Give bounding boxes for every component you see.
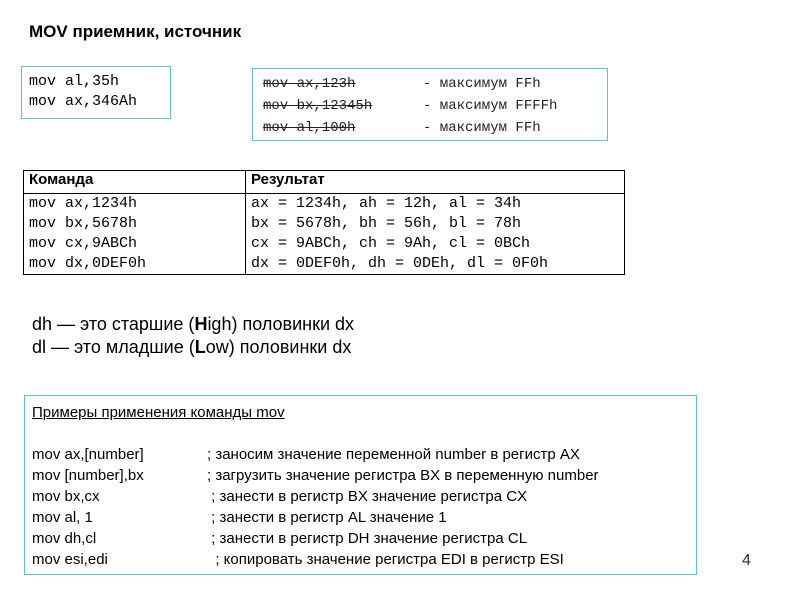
invalid-code: mov ax,123h: [263, 76, 356, 92]
example-row: [32, 549, 696, 570]
register-notes: [32, 313, 354, 359]
examples-header: Примеры применения команды mov: [32, 404, 285, 421]
invalid-examples-box: [252, 68, 608, 141]
invalid-note: - максимум FFh: [423, 76, 541, 92]
example-row: [32, 507, 696, 528]
code-line: mov al,35h: [29, 73, 120, 90]
example-comment: ; копировать значение регистра EDI в регистр ESI: [207, 551, 564, 568]
example-comment: ; занести в регистр BX значение регистра CX: [207, 488, 528, 505]
invalid-row: [263, 73, 607, 95]
invalid-row: [263, 95, 607, 117]
column-header-command: Команда: [24, 171, 246, 194]
example-row: [32, 486, 696, 507]
note-text: ow) половинки dx: [205, 337, 352, 357]
table-header-row: [24, 171, 625, 194]
example-comment: ; заносим значение переменной number в регистр AX: [207, 446, 580, 463]
example-comment: ; занести в регистр AL значение 1: [207, 509, 447, 526]
slide-title: MOV приемник, источник: [29, 22, 242, 41]
table-row: [24, 194, 625, 275]
page-number: 4: [742, 552, 751, 569]
invalid-code: mov al,100h: [263, 120, 356, 136]
command-line: mov cx,9ABCh: [29, 235, 138, 252]
invalid-code: mov bx,12345h: [263, 98, 373, 114]
column-header-result: Результат: [246, 171, 625, 194]
command-result-table: [23, 170, 625, 275]
command-line: mov bx,5678h: [29, 215, 138, 232]
result-line: ax = 1234h, ah = 12h, al = 34h: [251, 195, 522, 212]
command-line: mov ax,1234h: [29, 195, 138, 212]
note-text: igh) половинки dx: [207, 314, 355, 334]
example-box: [21, 66, 171, 119]
result-line: dx = 0DEF0h, dh = 0DEh, dl = 0F0h: [251, 255, 549, 272]
example-comment: ; загрузить значение регистра BX в переменную number: [207, 467, 599, 484]
note-line-high: [32, 313, 354, 336]
example-row: [32, 465, 696, 486]
note-line-low: [32, 336, 354, 359]
invalid-note: - максимум FFFFh: [423, 98, 558, 114]
example-code: mov esi,edi: [32, 551, 108, 568]
command-line: mov dx,0DEF0h: [29, 255, 147, 272]
example-code: mov bx,cx: [32, 488, 100, 505]
result-line: bx = 5678h, bh = 56h, bl = 78h: [251, 215, 522, 232]
note-bold-letter: L: [194, 337, 206, 357]
example-code: mov ax,[number]: [32, 446, 144, 463]
usage-examples-box: [24, 395, 697, 575]
example-row: [32, 444, 696, 465]
note-bold-letter: H: [194, 314, 208, 334]
commands-cell: [24, 194, 246, 275]
example-row: [32, 528, 696, 549]
note-text: dh — это старшие (: [32, 314, 195, 334]
example-code: mov al, 1: [32, 509, 93, 526]
example-code: mov [number],bx: [32, 467, 144, 484]
results-cell: [246, 194, 625, 275]
code-line: mov ax,346Ah: [29, 93, 138, 110]
note-text: dl — это младшие (: [32, 337, 195, 357]
invalid-note: - максимум FFh: [423, 120, 541, 136]
invalid-row: [263, 117, 607, 139]
example-code: mov dh,cl: [32, 530, 97, 547]
result-line: cx = 9ABCh, ch = 9Ah, cl = 0BCh: [251, 235, 531, 252]
example-comment: ; занести в регистр DH значение регистра CL: [207, 530, 528, 547]
